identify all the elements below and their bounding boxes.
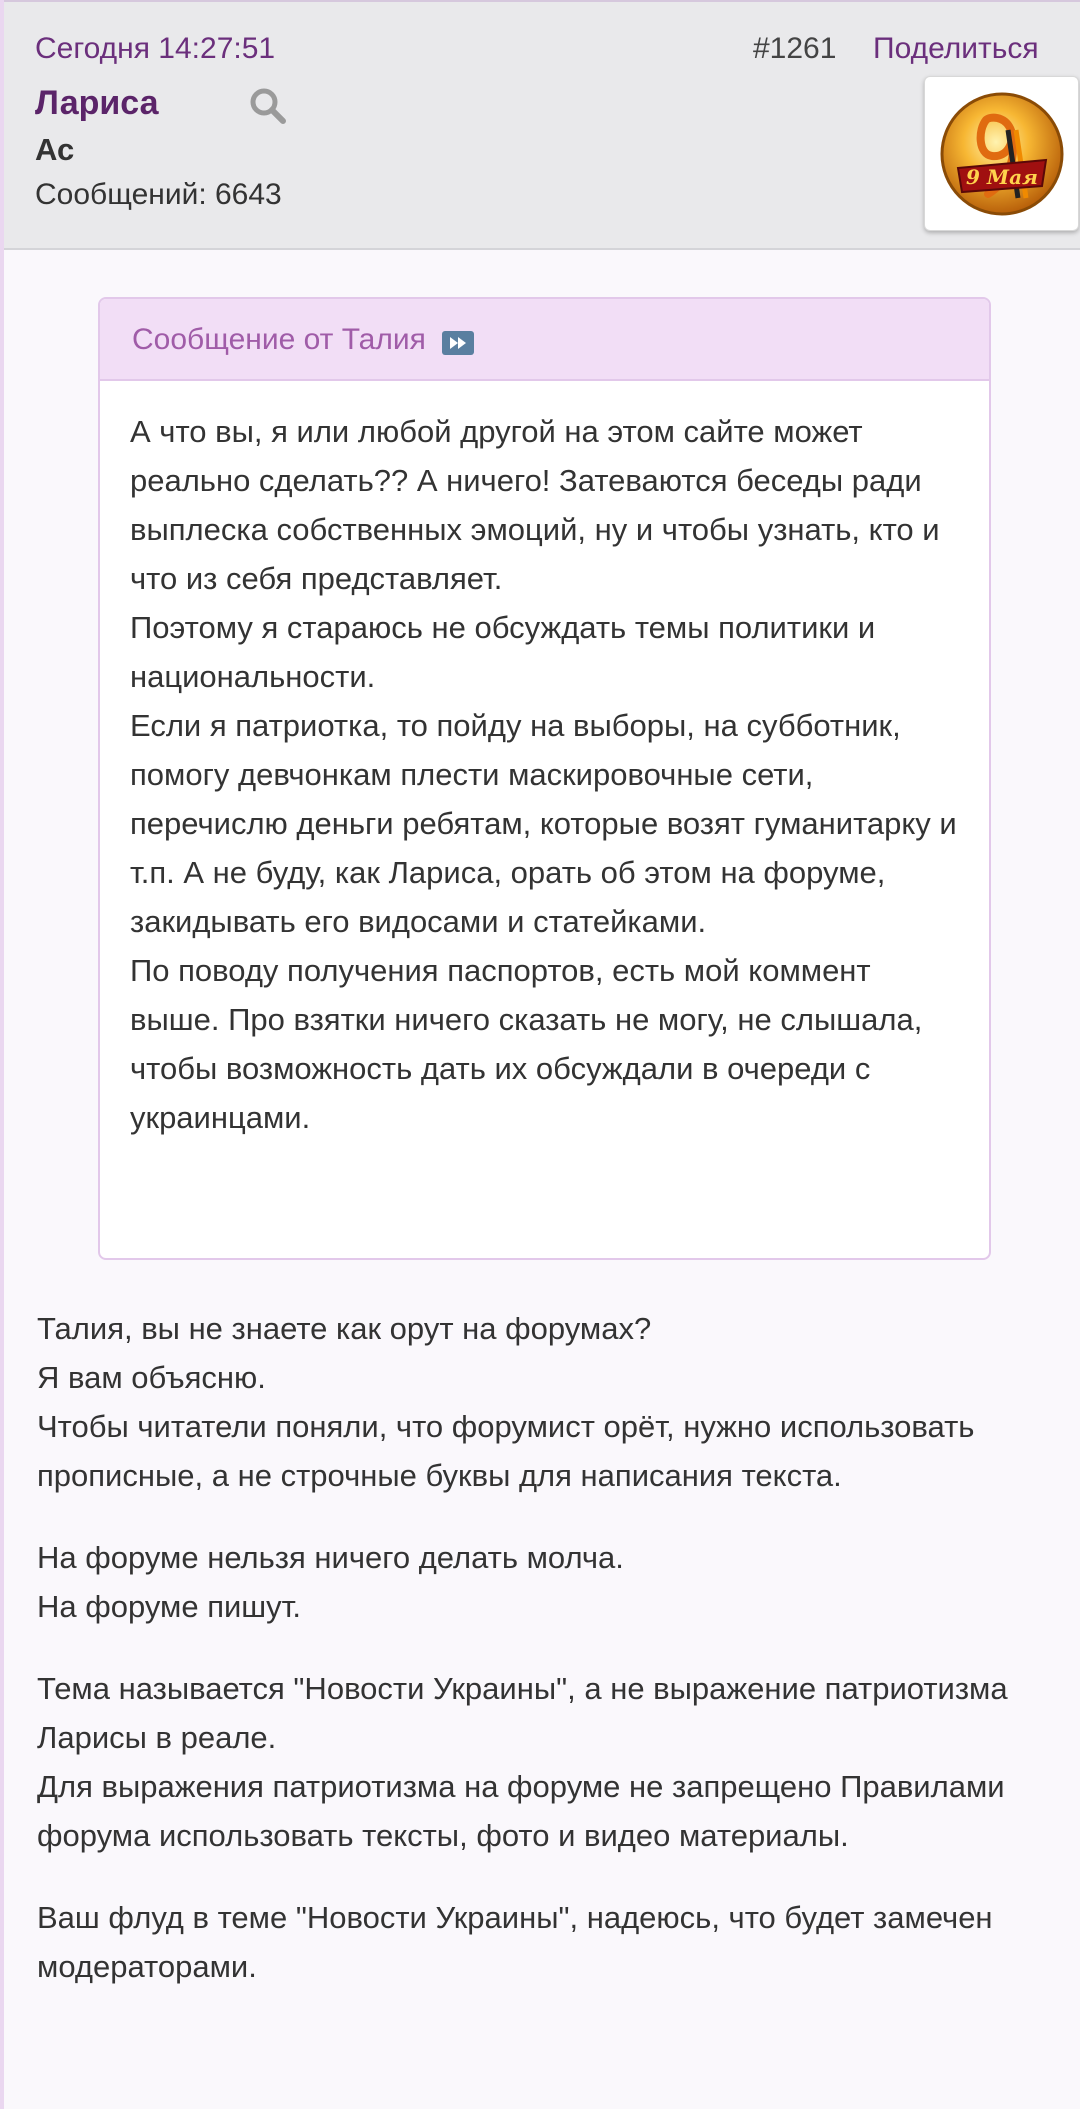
goto-post-icon[interactable] bbox=[442, 329, 474, 353]
author-message-count: Сообщений: 6643 bbox=[35, 178, 282, 211]
author-username[interactable]: Лариса bbox=[35, 84, 159, 122]
quote-paragraph: Поэтому я стараюсь не обсуждать темы политики и национальности. bbox=[130, 610, 876, 694]
post-paragraph: Талия, вы не знаете как орут на форумах? Я вам объясню. Чтобы читатели поняли, что форумист орёт, нужно использовать прописные, а не строчные буквы для написания текста. bbox=[37, 1311, 975, 1493]
post-paragraph: Тема называется "Новости Украины", а не выражение патриотизма Ларисы в реале. Для выражения патриотизма на форуме не запрещено Правилами форума использовать тексты, фото и видео материалы. bbox=[37, 1671, 1008, 1853]
quote-header bbox=[100, 299, 989, 381]
quote-author bbox=[132, 323, 474, 357]
avatar-caption: 9 Мая bbox=[966, 165, 1038, 189]
quote-paragraph: По поводу получения паспортов, есть мой коммент выше. Про взятки ничего сказать не могу, не слышала, чтобы возможность дать их обсуждали в очереди с украинцами. bbox=[130, 953, 923, 1135]
search-icon[interactable] bbox=[248, 86, 288, 126]
victory-day-badge-icon bbox=[938, 90, 1066, 218]
quote-author-label: Сообщение от Талия bbox=[132, 323, 426, 356]
post-header bbox=[4, 0, 1080, 250]
share-link[interactable]: Поделиться bbox=[873, 32, 1039, 65]
quote-text bbox=[130, 407, 960, 1142]
quote-block bbox=[98, 297, 991, 1260]
quote-paragraph: Если я патриотка, то пойду на выборы, на субботник, помогу девчонкам плести маскировочные сети, перечислю деньги ребятам, которые возят гуманитарку и т.п. А не буду, как Лариса, орать об этом на форуме, закидывать его видосами и статейками. bbox=[130, 708, 957, 939]
quote-paragraph: А что вы, я или любой другой на этом сайте может реально сделать?? А ничего! Затеваются беседы ради выплеска собственных эмоций, ну и чтобы узнать, кто и что из себя представляет. bbox=[130, 414, 940, 596]
post-body bbox=[37, 1304, 1067, 2024]
author-rank: Ас bbox=[35, 132, 75, 167]
post-paragraph: Ваш флуд в теме "Новости Украины", надеюсь, что будет замечен модераторами. bbox=[37, 1900, 993, 1984]
post-paragraph: На форуме нельзя ничего делать молча. На форуме пишут. bbox=[37, 1540, 624, 1624]
post-date: Сегодня 14:27:51 bbox=[35, 32, 276, 65]
author-avatar[interactable] bbox=[924, 76, 1079, 231]
post-number[interactable]: #1261 bbox=[753, 32, 837, 65]
